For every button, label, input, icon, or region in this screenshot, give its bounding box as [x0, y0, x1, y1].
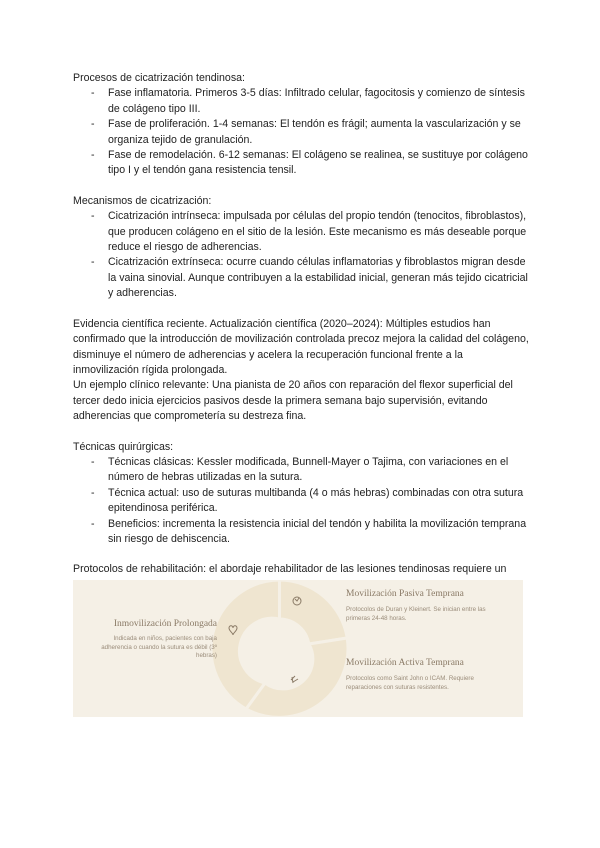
mechanisms-list	[73, 209, 529, 301]
clinical-example-paragraph: Un ejemplo clínico relevante: Una pianista de 20 años con reparación del flexor superficial del tercer dedo inicia ejercicios pasivos desde la primera semana bajo supervisión, evitando adherencias que comprometería su destreza fina.	[73, 379, 513, 423]
section-heading: Técnicas quirúrgicas:	[73, 440, 174, 453]
list-item: - Fase de remodelación. 6-12 semanas: El colágeno se realinea, se sustituye por colágeno tipo I y el tendón gana resistencia tensil.	[91, 148, 529, 179]
active-mobilization-block	[346, 657, 496, 692]
passive-mobilization-title: Movilización Pasiva Temprana	[346, 589, 464, 599]
immobilization-block	[83, 618, 217, 661]
rehab-protocols-figure	[73, 580, 523, 717]
passive-mobilization-block	[346, 588, 496, 623]
document-body	[73, 71, 529, 608]
active-mobilization-text: Protocolos como Saint John o ICAM. Requiere reparaciones con suturas resistentes.	[346, 675, 474, 691]
list-item: - Beneficios: incrementa la resistencia inicial del tendón y habilita la movilización temprana sin riesgo de dehiscencia.	[91, 517, 529, 548]
section-healing-mechanisms	[73, 194, 529, 302]
techniques-list	[73, 455, 529, 547]
protocol-ring-diagram	[207, 580, 352, 717]
list-item: - Cicatrización intrínseca: impulsada por células del propio tendón (tenocitos, fibroblastos), que producen colágeno en el sitio de la lesión. Este mecanismo es más deseable porque reduce el riesgo de adherencias.	[91, 209, 529, 255]
immobilization-text: Indicada en niños, pacientes con baja adherencia o cuando la sutura es débil (3º hebras)	[101, 635, 217, 660]
passive-mobilization-text: Protocolos de Duran y Kleinert. Se inician entre las primeras 24-48 horas.	[346, 606, 486, 622]
list-item: - Fase inflamatoria. Primeros 3-5 días: Infiltrado celular, fagocitosis y comienzo de síntesis de colágeno tipo III.	[91, 86, 529, 117]
active-mobilization-title: Movilización Activa Temprana	[346, 658, 464, 668]
gesture-icon	[291, 676, 298, 683]
evidence-paragraph: Evidencia científica reciente. Actualización científica (2020–2024): Múltiples estudios han confirmado que la introducción de movilización controlada precoz mejora la calidad del colágeno, disminuye el número de adherencias y acelera la recuperación funcional frente a la inmovilización rígida prolongada.	[73, 317, 529, 376]
section-healing-processes	[73, 71, 529, 179]
list-item: - Fase de proliferación. 1-4 semanas: El tendón es frágil; aumenta la vascularización y se organiza tejido de granulación.	[91, 117, 529, 148]
list-item: - Técnicas clásicas: Kessler modificada, Bunnell-Mayer o Tajima, con variaciones en el número de hebras utilizadas en la sutura.	[91, 455, 529, 486]
section-heading: Procesos de cicatrización tendinosa:	[73, 72, 245, 84]
list-item: - Técnica actual: uso de suturas multibanda (4 o más hebras) combinadas con otra sutura epitendinosa periférica.	[91, 486, 529, 517]
rehab-paragraph: Protocolos de rehabilitación: el abordaje rehabilitador de las lesiones tendinosas requiere un	[73, 563, 507, 576]
section-evidence	[73, 317, 529, 425]
list-item: - Cicatrización extrínseca: ocurre cuando células inflamatorias y fibroblastos migran desde la vaina sinovial. Aunque contribuyen a la estabilidad inicial, generan más tejido cicatricial y adherencias.	[91, 255, 529, 301]
immobilization-title: Inmovilización Prolongada	[113, 619, 217, 629]
ring-segment-bottom	[246, 638, 348, 717]
section-surgical-techniques	[73, 440, 529, 548]
section-heading: Mecanismos de cicatrización:	[73, 194, 212, 207]
ring-segment-top	[280, 580, 348, 644]
healing-phases-list	[73, 86, 529, 178]
